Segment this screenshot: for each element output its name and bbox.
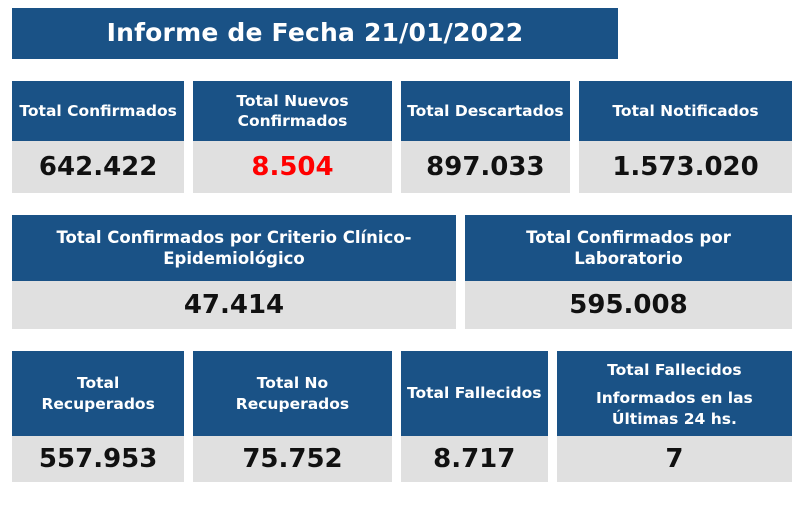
metric-card-total-confirmados	[12, 81, 184, 193]
metric-label: Total Descartados	[401, 81, 570, 141]
metric-card-total-no-recuperados	[193, 351, 391, 482]
metric-label: Total Nuevos Confirmados	[193, 81, 391, 141]
metric-label-line-2: Informados en las Últimas 24 hs.	[596, 389, 753, 428]
metric-card-total-recuperados	[12, 351, 184, 482]
metric-label: Total Confirmados	[12, 81, 184, 141]
metric-value: 595.008	[465, 281, 792, 329]
metric-value: 7	[557, 436, 792, 482]
metric-label	[557, 351, 792, 436]
metric-card-total-descartados	[401, 81, 570, 193]
metric-value: 557.953	[12, 436, 184, 482]
metric-card-total-notificados	[579, 81, 792, 193]
metric-label: Total Notificados	[579, 81, 792, 141]
metric-value: 1.573.020	[579, 141, 792, 193]
metrics-row-1	[8, 81, 792, 193]
metric-label: Total Recuperados	[12, 351, 184, 436]
metric-label-line-1: Total Fallecidos	[607, 361, 742, 380]
metric-value: 75.752	[193, 436, 391, 482]
metric-card-confirmados-laboratorio	[465, 215, 792, 329]
metric-label: Total Fallecidos	[401, 351, 548, 436]
metric-card-fallecidos-24hs	[557, 351, 792, 482]
metrics-row-2	[8, 215, 792, 329]
metrics-row-3	[8, 351, 792, 482]
metric-value: 642.422	[12, 141, 184, 193]
metric-value: 8.504	[193, 141, 391, 193]
metric-card-confirmados-criterio-clinico	[12, 215, 456, 329]
metric-value: 897.033	[401, 141, 570, 193]
metric-value: 47.414	[12, 281, 456, 329]
metric-label: Total Confirmados por Criterio Clínico-Epidemiológico	[12, 215, 456, 281]
page-title: Informe de Fecha 21/01/2022	[12, 8, 618, 59]
metric-label: Total Confirmados por Laboratorio	[465, 215, 792, 281]
metric-card-total-nuevos-confirmados	[193, 81, 391, 193]
metric-card-total-fallecidos	[401, 351, 548, 482]
metric-value: 8.717	[401, 436, 548, 482]
metric-label: Total No Recuperados	[193, 351, 391, 436]
